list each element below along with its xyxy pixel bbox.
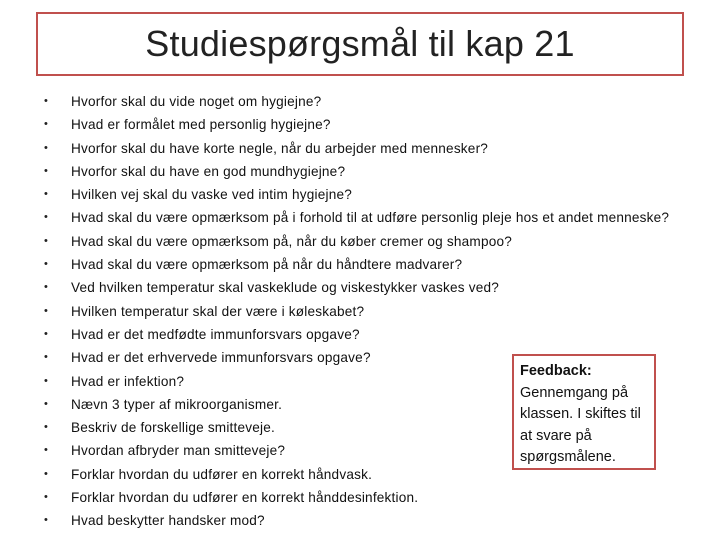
question-text: Hvad skal du være opmærksom på i forhold til at udføre personlig pleje hos et andet menneske? [71,210,670,226]
bullet-icon: • [44,188,48,201]
question-text: Nævn 3 typer af mikroorganismer. [71,396,283,412]
question-text: Hvorfor skal du vide noget om hygiejne? [71,94,322,109]
bullet-icon: • [44,491,48,504]
question-text: Hvad skal du være opmærksom på når du håndtere madvarer? [71,257,463,273]
bullet-icon: • [44,234,48,247]
bullet-icon: • [44,514,48,527]
feedback-heading: Feedback: [520,363,592,379]
bullet-icon: • [44,467,48,480]
question-text: Hvad beskytter handsker mod? [71,513,265,529]
bullet-icon: • [44,421,48,434]
bullet-icon: • [44,351,48,364]
bullet-icon: • [44,444,48,457]
bullet-icon: • [44,141,48,154]
question-text: Hvad er infektion? [71,373,185,389]
question-text: Ved hvilken temperatur skal vaskeklude og viskestykker vaskes ved? [71,280,500,296]
slide-title: Studiespørgsmål til kap 21 [145,23,575,64]
question-text: Hvilken vej skal du vaske ved intim hygiejne? [71,187,353,203]
bullet-icon: • [44,118,48,131]
question-text: Hvad skal du være opmærksom på, når du køber cremer og shampoo? [71,233,512,249]
bullet-icon: • [44,258,48,271]
bullet-icon: • [44,95,48,107]
question-text: Forklar hvordan du udfører en korrekt hånddesinfektion. [71,490,419,506]
bullet-icon: • [44,304,48,317]
feedback-box [512,354,656,470]
question-text: Hvorfor skal du have en god mundhygiejne? [71,163,346,179]
question-text: Beskriv de forskellige smitteveje. [71,420,275,436]
feedback-body: Gennemgang på klassen. I skiftes til at svare på spørgsmålene. [520,384,641,465]
title-box [36,12,684,76]
bullet-icon: • [44,374,48,387]
bullet-icon: • [44,164,48,177]
question-text: Hvad er det erhvervede immunforsvars opgave? [71,350,371,366]
bullet-icon: • [44,211,48,224]
question-text: Hvorfor skal du have korte negle, når du arbejder med mennesker? [71,140,489,156]
question-text: Hvordan afbryder man smitteveje? [71,443,286,459]
question-text: Hvad er det medfødte immunforsvars opgave? [71,326,360,342]
question-text: Hvad er formålet med personlig hygiejne? [71,117,331,133]
bullet-icon: • [44,327,48,340]
question-text: Forklar hvordan du udfører en korrekt håndvask. [71,466,373,482]
bullet-icon: • [44,397,48,410]
bullet-icon: • [44,281,48,294]
question-text: Hvilken temperatur skal der være i køleskabet? [71,303,365,319]
